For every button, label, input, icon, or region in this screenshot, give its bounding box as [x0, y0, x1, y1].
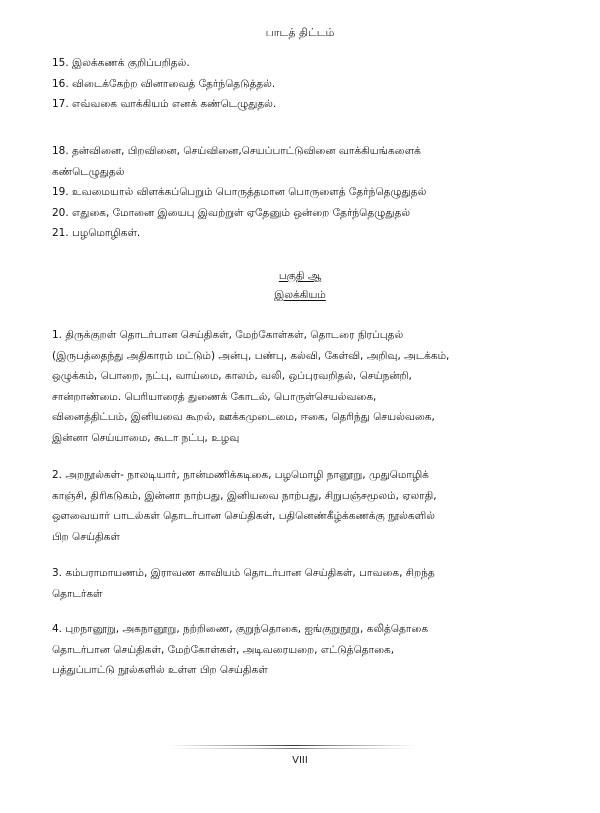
list-item: 4. புறநானூறு, அகநானூறு, நற்றிணை, குறுந்தொகை, ஐங்குறுநூறு, கலித்தொகை [52, 623, 429, 635]
grammar-list-b [52, 141, 552, 244]
list-item: 1. திருக்குறள் தொடர்பான செய்திகள், மேற்கோள்கள், தொடரை நிரப்புதல் [52, 329, 404, 341]
list-item: சான்றாண்மை. பெரியாரைத் துணைக் கோடல், பொருள்செயல்வகை, [52, 390, 377, 403]
list-item: தொடர்பான செய்திகள், மேற்கோள்கள், அடிவரையறை, எட்டுத்தொகை, [52, 643, 395, 656]
list-item: 17. எவ்வகை வாக்கியம் எனக் கண்டெழுதுதல். [52, 98, 277, 110]
list-item: பிற செய்திகள் [52, 530, 120, 543]
list-item: 20. எதுகை, மோனை இயைபு இவற்றுள் ஏதேனும் ஒன்றை தேர்ந்தெழுதுதல் [52, 206, 411, 219]
section-title-label [0, 286, 600, 305]
literature-item-3 [52, 563, 552, 604]
list-item: ஔவையார் பாடல்கள் தொடர்பான செய்திகள், பதினெண்கீழ்க்கணக்கு நூல்களில் [52, 510, 435, 522]
literature-item-1 [52, 325, 552, 448]
footer-divider [168, 745, 418, 746]
section-part-label [0, 267, 600, 286]
page-number: VIII [292, 755, 308, 766]
list-item: பத்துப்பாட்டு நூல்களில் உள்ள பிற செய்திகள் [52, 664, 268, 676]
list-item: காஞ்சி, திரிகடுகம், இன்னா நாற்பது, இனியவை நாற்பது, சிறுபஞ்சமூலம், ஏலாதி, [52, 489, 437, 502]
list-item: வினைத்திட்பம், இனியவை கூறல், ஊக்கமுடைமை, ஈகை, தெரிந்து செயல்வகை, [52, 411, 435, 423]
list-item: (இருபத்தைந்து அதிகாரம் மட்டும்) அன்பு, பண்பு, கல்வி, கேள்வி, அறிவு, அடக்கம், [52, 349, 450, 362]
section-part: பகுதி ஆ [278, 270, 322, 282]
list-item: 19. உவமையால் விளக்கப்பெறும் பொருத்தமான பொருளைத் தேர்ந்தெழுதுதல் [52, 186, 427, 198]
list-item: 15. இலக்கணக் குறிப்பறிதல். [52, 57, 190, 69]
section-title: இலக்கியம் [274, 289, 326, 301]
list-item: தொடர்கள் [52, 587, 103, 600]
literature-item-4 [52, 619, 552, 681]
list-item: ஒழுக்கம், பொறை, நட்பு, வாய்மை, காலம், வலி, ஒப்புரவறிதல், செய்நன்றி, [52, 370, 412, 382]
list-item: கண்டெழுதுதல் [52, 165, 125, 178]
list-item: 2. அறநூல்கள்- நாலடியார், நான்மணிக்கடிகை, பழமொழி நானூறு, முதுமொழிக் [52, 469, 429, 481]
footer-divider-shadow [168, 748, 418, 749]
list-item: 16. விடைக்கேற்ற வினாவைத் தேர்ந்தெடுத்தல். [52, 77, 276, 90]
page-header-title: பாடத் திட்டம் [265, 26, 335, 39]
list-item: 18. தன்வினை, பிறவினை, செய்வினை,செயப்பாட்டுவினை வாக்கியங்களைக் [52, 145, 421, 157]
list-item: 3. கம்பராமாயணம், இராவண காவியம் தொடர்பான செய்திகள், பாவகை, சிறந்த [52, 567, 435, 579]
list-item: 21. பழமொழிகள். [52, 227, 141, 239]
grammar-list-a [52, 53, 552, 115]
list-item: இன்னா செய்யாமை, கூடா நட்பு, உழவு [52, 431, 240, 444]
literature-item-2 [52, 465, 552, 547]
